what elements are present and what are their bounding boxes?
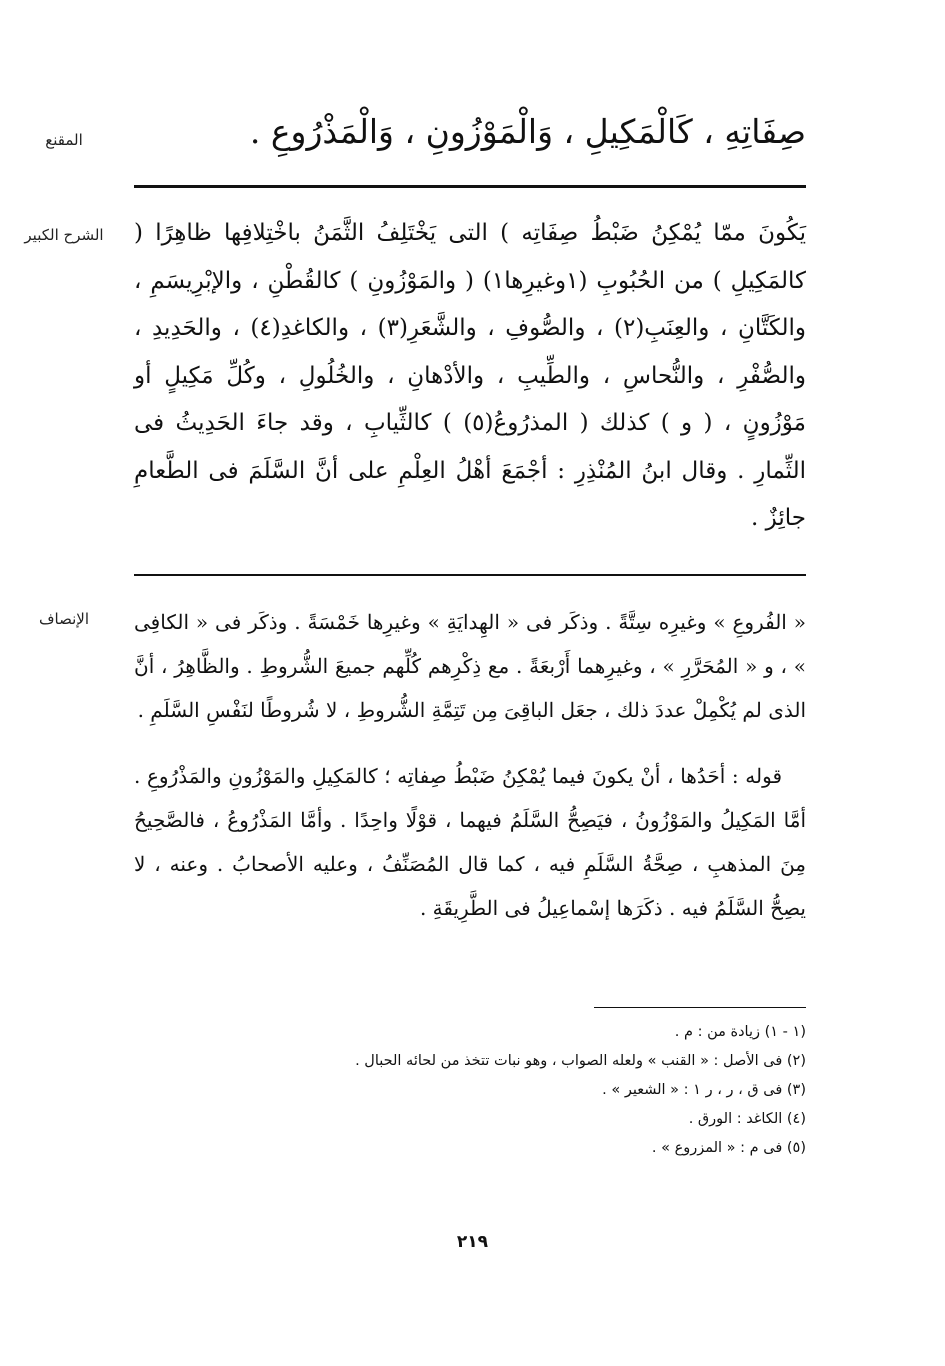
label-muqni: المقنع (45, 131, 83, 149)
footnote-1: (١ - ١) زيادة من : م . (674, 1024, 806, 1040)
sharh-text: يَكُونَ ممّا يُمْكِنُ ضَبْطُ صِفَاتِه ) التى يَخْتَلِفُ الثَّمَنُ باخْتِلافِها ظاهِرًا ( كالمَكِيلِ ) من الحُبُوبِ (١وغيرِها١) ( والمَوْزُونِ ) كالقُطْنِ ، والإبْرِيسَمِ ، والكَتَّانِ ، والعِنَبِ(٢) ، والصُّوفِ ، والشَّعَرِ(٣) ، والكاغدِ(٤) ، والحَدِيدِ ، والصُّفْرِ ، والنُّحاسِ ، والطِّيبِ ، والأدْهانِ ، والخُلُولِ ، وكُلِّ مَكِيلٍ أو مَوْزُونٍ ، ( و ) كذلك ( المذرُوعُ(٥) ) كالثِّيابِ ، وقد جاءَ الحَدِيثُ فى الثِّمارِ . وقال ابنُ المُنْذِرِ : أجْمَعَ أهْلُ العِلْمِ على أنَّ السَّلَمَ فى الطَّعامِ جائِزٌ . (134, 220, 807, 531)
footnote-5: (٥) فى م : « المزروع » . (651, 1140, 806, 1156)
page-number: ٢١٩ (456, 1232, 489, 1252)
label-insaf: الإنصاف (38, 610, 90, 628)
footnotes (200, 1018, 806, 1163)
footnote-2: (٢) فى الأصل : « القنب » ولعله الصواب ، وهو نبات تتخذ من لحائه الحبال . (355, 1053, 806, 1069)
footnote-3: (٣) فى ق ، ر ، ر ١ : « الشعير » . (602, 1082, 806, 1098)
thin-divider (134, 574, 806, 576)
footnote-4: (٤) الكاغد : الورق . (688, 1111, 806, 1127)
label-sharh: الشرح الكبير (24, 226, 104, 244)
insaf-paragraph-1: « الفُروعِ » وغيرِه سِتَّةً . وذكَر فى « الهِدايَةِ » وغيرِها خَمْسَةً . وذكَر فى « الكافِى » ، و « المُحَرَّرِ » ، وغيرِهما أَرْبعَةً . مع ذِكْرِهم كُلِّهم جميعَ الشُّروطِ . والظَّاهِرُ ، أنَّ الذى لم يُكْمِلْ عددَ ذلك ، جعَل الباقِىَ مِن تَتِمَّةِ الشُّروطِ ، لا شُروطًا لنَفْسِ السَّلَمِ . (134, 610, 806, 722)
thick-divider (134, 185, 806, 188)
insaf-paragraph-2: قوله : أحَدُها ، أنْ يكونَ فيما يُمْكِنُ ضَبْطُ صِفاتِه ؛ كالمَكِيلِ والمَوْزُونِ والمَذْرُوعِ . أمَّا المَكِيلُ والمَوْزُونُ ، فيَصِحُّ السَّلَمُ فيهما ، قوْلًا واحِدًا . وأمَّا المَذْرُوعُ ، فالصَّحِيحُ مِنَ المذهبِ ، صِحَّةُ السَّلَمِ فيه ، كما قال المُصَنِّفُ ، وعليه الأصحابُ . وعنه ، لا يصِحُّ السَّلَمُ فيه . ذكَرَها إسْماعِيلُ فى الطَّرِيقَةِ . (134, 764, 806, 920)
muqni-text: صِفَاتِهِ ، كَالْمَكِيلِ ، وَالْمَوْزُونِ ، وَالْمَذْرُوعِ . (249, 112, 806, 151)
insaf-text (134, 600, 806, 930)
footnotes-divider (594, 1007, 806, 1008)
